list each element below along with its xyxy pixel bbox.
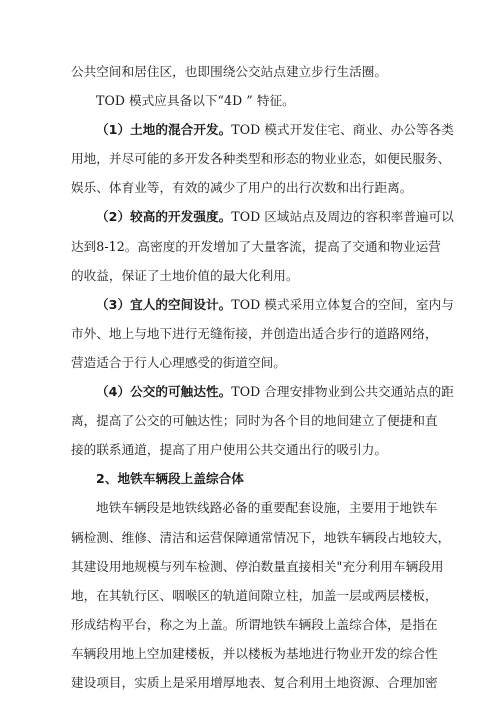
text-run: TOD 模式采用立体复合的空间，室内与 [231, 296, 454, 312]
text-line [71, 290, 454, 319]
text-run: TOD 区域站点及周边的容积率普遍可以 [231, 209, 454, 225]
section-heading [71, 464, 433, 493]
text-line [71, 610, 438, 639]
text-run: 地，在其轨行区、咽喉区的轨道间隙立柱，加盖一层或两层楼板， [71, 587, 438, 603]
text-line [71, 377, 454, 406]
text-line [71, 319, 438, 348]
text-run: 市外、地上与地下进行无缝衔接，并创造出适合步行的道路网络， [71, 325, 438, 341]
text-line [71, 552, 444, 581]
text-run: 用地，并尽可能的多开发各种类型和形态的物业业态，如便民服务、 [71, 151, 451, 167]
text-run: TOD 合理安排物业到公共交通站点的距 [231, 384, 454, 400]
text-line [71, 57, 433, 86]
text-run: 娱乐、体育业等，有效的减少了用户的出行次数和出行距离。 [71, 180, 413, 196]
text-run: 公共空间和居住区，也即围绕公交站点建立步行生活圈。 [71, 64, 388, 79]
bold-text-run: （2）较高的开发强度。 [96, 209, 232, 225]
text-run: 其建设用地规模与列车检测、停泊数量直接相关"充分利用车辆段用 [71, 558, 444, 574]
text-run: TOD 模式应具备以下“4D ” 特征。 [96, 93, 295, 109]
text-line [71, 232, 441, 261]
text-line [71, 581, 438, 610]
text-run: TOD 模式开发住宅、商业、办公等各类 [231, 122, 454, 138]
text-line [71, 406, 438, 435]
text-line [71, 261, 433, 290]
text-line [71, 668, 438, 697]
text-run: 达到8-12。高密度的开发增加了大量客流，提高了交通和物业运营 [71, 238, 441, 254]
text-line [71, 86, 433, 115]
bold-text-run: （4）公交的可触达性。 [96, 384, 232, 400]
text-line [71, 202, 454, 231]
text-line [71, 639, 438, 668]
bold-text-run: （3）宜人的空间设计。 [96, 296, 232, 312]
text-run: 辆检测、维修、清洁和运营保障通常情况下，地铁车辆段占地较大， [71, 529, 451, 545]
text-run: 地铁车辆段是地铁线路必备的重要配套设施，主要用于地铁车 [96, 500, 438, 516]
text-run: 建设项目，实质上是采用增厚地表、复合利用土地资源、合理加密 [71, 674, 438, 690]
text-line [71, 144, 451, 173]
document-body [71, 57, 454, 697]
text-run: 车辆段用地上空加建楼板，并以楼板为基地进行物业开发的综合性 [71, 645, 438, 661]
text-line [71, 493, 438, 522]
text-run: 营造适合于行人心理感受的街道空间。 [71, 354, 286, 370]
text-line [71, 523, 451, 552]
text-run: 接的联系通道，提高了用户使用公共交通出行的吸引力。 [71, 442, 388, 458]
bold-text-run: 2、地铁车辆段上盖综合体 [96, 471, 244, 487]
text-run: 的收益，保证了土地价值的最大化利用。 [71, 267, 299, 283]
text-line [71, 348, 433, 377]
text-run: 离，提高了公交的可触达性；同时为各个目的地间建立了便捷和直 [71, 413, 438, 429]
text-line [71, 115, 454, 144]
text-run: 形成结构平台，称之为上盖。所谓地铁车辆段上盖综合体，是指在 [71, 616, 438, 632]
text-line [71, 173, 433, 202]
text-line [71, 435, 433, 464]
bold-text-run: （1）土地的混合开发。 [96, 122, 232, 138]
